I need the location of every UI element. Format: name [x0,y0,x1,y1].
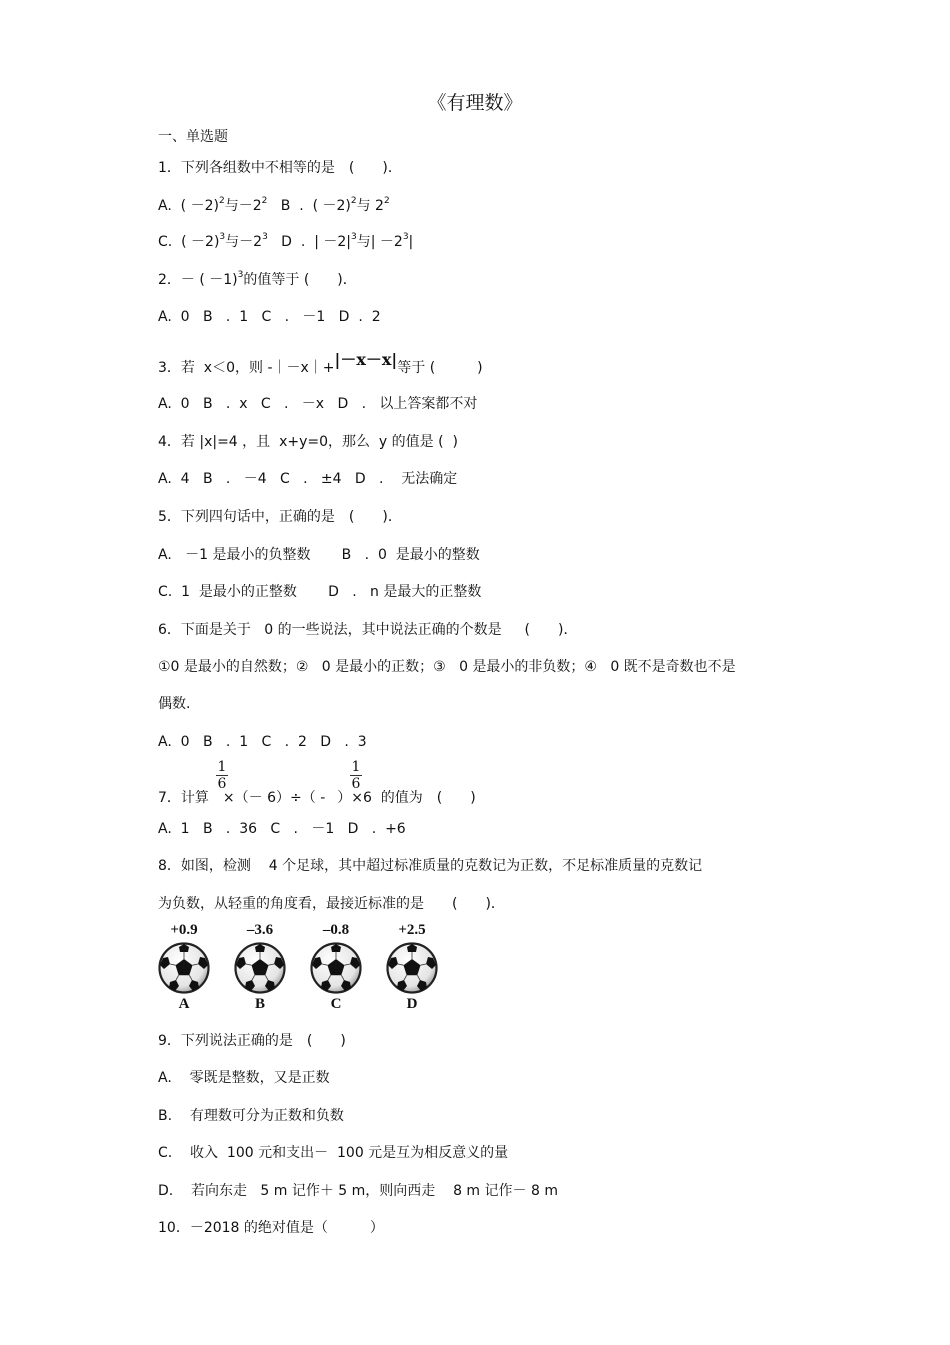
ball-b [232,922,288,1013]
question-1-stem: 1．下列各组数中不相等的是 ( )． [158,160,402,176]
ball-a [156,922,212,1013]
ball-c [308,922,364,1013]
question-7-options: A. 1 B . 36 C . －1 D . +6 [158,821,406,837]
question-6-stem: 6．下面是关于 0 的一些说法，其中说法正确的个数是 ( )． [158,622,578,638]
ball-c-label: C [330,996,342,1012]
question-9-option-b: B. 有理数可分为正数和负数 [158,1108,344,1124]
section-heading: 一、单选题 [158,129,228,145]
question-5-options-cd: C. 1 是最小的正整数 D . n 是最大的正整数 [158,584,482,600]
question-2-options: A. 0 B . 1 C . －1 D . 2 [158,309,381,325]
question-10-stem: 10．－2018 的绝对值是（ ） [158,1220,384,1236]
soccer-ball-icon [386,942,438,994]
ball-d-value: +2.5 [398,922,426,938]
ball-b-value: –3.6 [246,922,274,938]
question-6-statements-cont: 偶数. [158,696,191,712]
question-8-stem-line2: 为负数，从轻重的角度看，最接近标准的是 ( )． [158,896,505,912]
question-1-options-cd: C. ( －2)$^3$与$-2^3$ D . | $-2|^3$与| $-2^3|$ [158,232,414,250]
ball-b-label: B [254,996,265,1012]
soccer-ball-icon [234,942,286,994]
question-9-option-c: C. 收入 100 元和支出－ 100 元是互为相反意义的量 [158,1145,509,1161]
question-1-options-ab: A. ( －2)$^2$与$-2^2$ B . ( －2)$^2$与 $2^2$ [158,196,390,214]
question-6-statements: ①0 是最小的自然数；② 0 是最小的正数；③ 0 是最小的非负数；④ 0 既不是奇数也不是 [158,659,736,675]
abs-expression: |－x－x| [334,350,398,369]
ball-d [384,922,440,1013]
question-3-stem: 3．若 x＜0，则 -｜－x｜+|－x－x|等于 ( ) [158,350,483,376]
question-9-option-d: D. 若向东走 5 m 记作＋ 5 m，则向西走 8 m 记作－ 8 m [158,1183,558,1199]
question-6-options: A. 0 B . 1 C . 2 D . 3 [158,734,367,750]
question-7-stem: 7．计算 ×（－ 6）÷（ - ）×6 的值为 ( ) [158,790,476,806]
question-8-stem-line1: 8．如图，检测 4 个足球，其中超过标准质量的克数记为正数，不足标准质量的克数记 [158,858,703,874]
question-9-option-a: A. 零既是整数，又是正数 [158,1070,330,1086]
ball-d-label: D [406,996,418,1012]
question-4-stem: 4．若 |x|=4 ，且 x+y=0，那么 y 的值是 ( ) [158,434,458,450]
fraction-one-sixth-1: 1 6 [217,759,227,792]
question-5-options-ab: A. －1 是最小的负整数 B . 0 是最小的整数 [158,547,480,563]
question-4-options: A. 4 B . －4 C . ±4 D . 无法确定 [158,471,458,487]
ball-c-value: –0.8 [322,922,350,938]
ball-a-label: A [178,996,190,1012]
question-5-stem: 5．下列四句话中，正确的是 ( )． [158,509,402,525]
ball-a-value: +0.9 [170,922,198,938]
fraction-one-sixth-2: 1 6 [351,759,361,792]
page-title: 《有理数》 [427,92,523,114]
soccer-ball-icon [310,942,362,994]
question-3-options: A. 0 B . x C . －x D . 以上答案都不对 [158,396,478,412]
question-9-stem: 9．下列说法正确的是 ( ) [158,1033,346,1049]
question-2-stem: 2．－ ( －1)$^3$的值等于 ( )． [158,270,357,288]
soccer-ball-figure [158,922,458,1022]
soccer-ball-icon [158,942,210,994]
